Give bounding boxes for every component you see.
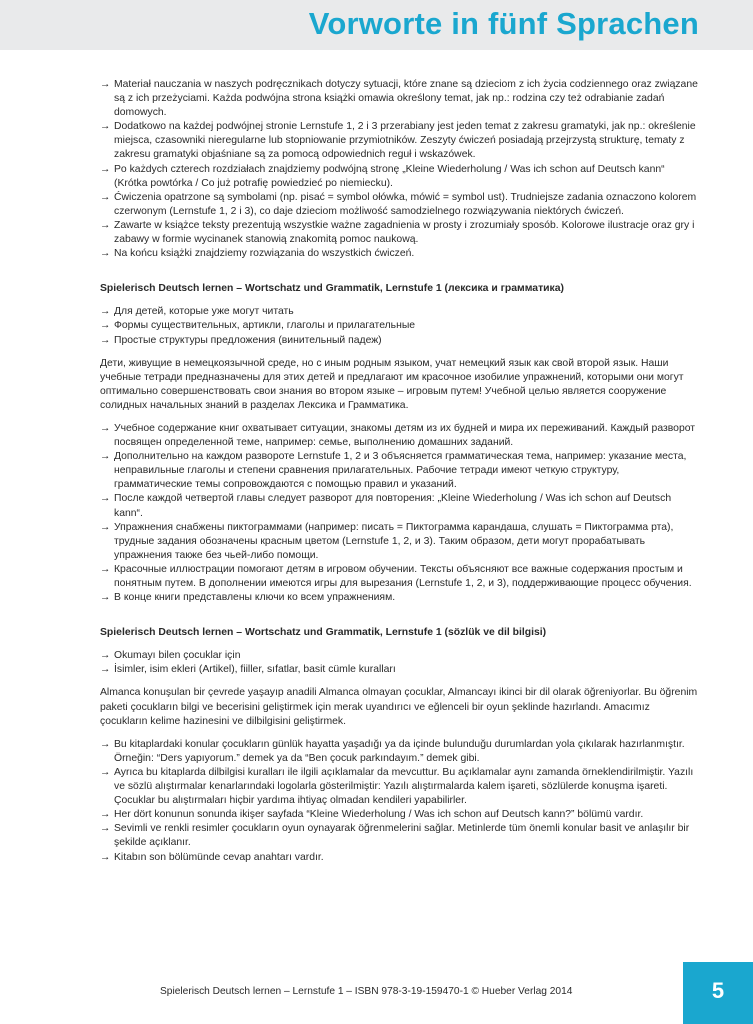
arrow-icon: →	[100, 521, 111, 533]
arrow-icon: →	[100, 121, 111, 133]
list-item-text: Dodatkowo na każdej podwójnej stronie Lernstufe 1, 2 i 3 przerabiany jest jeden temat z zakresu gramatyki, jak np.: określenie miejsca, czasowniki nieregularne lub stopniowanie przymiotników. Zeszyty ćwiczeń posiadają przejrzystą strukturę, tematy z zakresu gramatyki objaśniane są za pomocą odpowiednich reguł i wskazówek.	[114, 121, 696, 161]
list-item-text: В конце книги представлены ключи ко всем упражнениям.	[114, 592, 396, 604]
list-item-text: Sevimli ve renkli resimler çocukların oyun oynayarak öğrenmelerini sağlar. Metinlerde tüm önemli konular basit ve anlaşılır bir şekilde açıklanır.	[114, 823, 690, 849]
page-number: 5	[683, 962, 753, 1024]
list-item	[100, 120, 700, 162]
list-item	[100, 422, 700, 450]
list-item	[100, 334, 700, 348]
list-item-text: Упражнения снабжены пиктограммами (например: писать = Пиктограмма карандаша, слушать = Пиктограмма рта), трудные задания обозначены красным цветом (Lernstufe 1, 2, и 3). Таким образом, дети могут прорабатывать упражнения также без чьей-либо помощи.	[114, 521, 674, 561]
list-item-text: Materiał nauczania w naszych podręcznikach dotyczy sytuacji, które znane są dzieciom z ich życia codziennego oraz związane są z ich przeżyciami. Każda podwójna strona książki omawia określony temat, jak np.: rodzina czy też odrabianie zadań domowych.	[114, 79, 698, 119]
list-item-text: Her dört konunun sonunda ikişer sayfada “Kleine Wiederholung / Was ich schon auf Deutsch kann?” bölümü vardır.	[114, 809, 644, 821]
arrow-icon: →	[100, 79, 111, 90]
arrow-icon: →	[100, 219, 111, 231]
arrow-icon: →	[100, 191, 111, 203]
turkish-paragraph: Almanca konuşulan bir çevrede yaşayıp anadili Almanca olmayan çocuklar, Almancayı ikinci bir dil olarak öğreniyorlar. Bu öğrenim paketi çocukların bilgi ve becerisini geliştirmek için merak uyandırıcı ve eğlenceli bir oyun şeklinde hazırlandı. Amacımız çocukların kelime hazinesini ve dilbilgisini geliştirmek.	[100, 687, 698, 727]
list-item-text: Bu kitaplardaki konular çocukların günlük hayatta yaşadığı ya da içinde bulunduğu durumlardan yola çıkılarak hazırlanmıştır. Örneğin: “Ders yapıyorum.” demek ya da “Ben çocuk parkındayım.” demek gibi.	[114, 738, 685, 764]
list-item-text: Формы существительных, артикли, глаголы и прилагательные	[114, 320, 416, 332]
list-item	[100, 591, 700, 605]
list-item	[100, 563, 700, 591]
russian-list	[100, 422, 700, 605]
arrow-icon: →	[100, 320, 111, 332]
list-item-text: Zawarte w książce teksty prezentują wszystkie ważne zagadnienia w prosty i zrozumiały sposób. Kolorowe ilustracje oraz gry i zabawy w formie wycinanek stanowią znakomitą pomoc naukową.	[114, 219, 695, 246]
list-item	[100, 247, 700, 261]
arrow-icon: →	[100, 738, 111, 750]
arrow-icon: →	[100, 664, 111, 676]
arrow-icon: →	[100, 563, 111, 575]
polish-list	[100, 78, 700, 261]
list-item-text: Красочные иллюстрации помогают детям в игровом обучении. Тексты объясняют все важные содержания простым и понятным путем. В дополнении имеются игры для вырезания (Lernstufe 1, 2, и 3), поддерживающие процесс обучения.	[114, 563, 692, 589]
list-item	[100, 766, 700, 808]
arrow-icon: →	[100, 766, 111, 778]
arrow-icon: →	[100, 334, 111, 346]
list-item-text: Дополнительно на каждом развороте Lernstufe 1, 2 и 3 объясняется грамматическая тема, например: указание места, неправильные глаголы и степени сравнения прилагательных. Рабочие тетради имеют четкую структуру, грамматические темы сопровождаются с помощью правил и указаний.	[114, 451, 687, 491]
list-item	[100, 450, 700, 492]
list-item-text: Простые структуры предложения (винительный падеж)	[114, 334, 382, 346]
arrow-icon: →	[100, 422, 111, 434]
list-item-text: Okumayı bilen çocuklar için	[114, 650, 241, 662]
arrow-icon: →	[100, 451, 111, 463]
arrow-icon: →	[100, 248, 111, 260]
list-item	[100, 319, 700, 333]
turkish-intro-list	[100, 649, 700, 677]
arrow-icon: →	[100, 592, 111, 604]
list-item	[100, 219, 700, 247]
list-item	[100, 521, 700, 563]
russian-heading: Spielerisch Deutsch lernen – Wortschatz und Grammatik, Lernstufe 1 (лексика и грамматика)	[100, 283, 564, 295]
turkish-heading: Spielerisch Deutsch lernen – Wortschatz und Grammatik, Lernstufe 1 (sözlük ve dil bilgisi)	[100, 627, 547, 639]
list-item	[100, 851, 700, 865]
list-item-text: Для детей, которые уже могут читать	[114, 306, 294, 318]
arrow-icon: →	[100, 809, 111, 821]
list-item	[100, 738, 700, 766]
list-item-text: После каждой четвертой главы следует разворот для повторения: „Kleine Wiederholung / Was ich schon auf Deutsch kann“.	[114, 493, 672, 519]
list-item	[100, 163, 700, 191]
arrow-icon: →	[100, 493, 111, 505]
list-item-text: Na końcu książki znajdziemy rozwiązania do wszystkich ćwiczeń.	[114, 248, 415, 260]
list-item	[100, 191, 700, 219]
arrow-icon: →	[100, 163, 111, 175]
page-header	[0, 0, 753, 50]
page-title: Vorworte in fünf Sprachen	[308, 6, 699, 41]
list-item	[100, 822, 700, 850]
list-item-text: Kitabın son bölümünde cevap anahtarı vardır.	[114, 851, 324, 863]
list-item	[100, 649, 700, 663]
list-item	[100, 78, 700, 120]
list-item-text: Po każdych czterech rozdziałach znajdziemy podwójną stronę „Kleine Wiederholung / Was ich schon auf Deutsch kann“ (Krótka powtórka / Co już potrafię powiedzieć po niemiecku).	[114, 163, 665, 189]
list-item	[100, 492, 700, 520]
russian-paragraph: Дети, живущие в немецкоязычной среде, но с иным родным языком, учат немецкий язык как свой второй язык. Наши учебные тетради предназначены для этих детей и предлагают им красочное изобилие упражнений, которыми они могут оптимально совершенствовать свои знания во втором языке – игровым путем! Учебной целью является сооружение солидных начальных знаний в разделах Лексика и Грамматика.	[100, 357, 684, 411]
list-item	[100, 808, 700, 822]
arrow-icon: →	[100, 650, 111, 662]
list-item-text: Ayrıca bu kitaplarda dilbilgisi kuralları ile ilgili açıklamalar da mevcuttur. Bu açıklamalar aynı zamanda örneklendirilmiştir. Yazılı ve sözlü alıştırmalar kenarlarındaki logolarla gösterilmiştir: Yazılı alıştırmalarda kalem işareti, sözlülerde konuşma işareti. Çocuklar bu alıştırmaları hiçbir yardıma ihtiyaç olmadan kendileri yapabilirler.	[114, 766, 694, 807]
russian-intro-list	[100, 305, 700, 347]
footer-text: Spielerisch Deutsch lernen – Lernstufe 1 – ISBN 978-3-19-159470-1 © Hueber Verlag 2014	[160, 986, 573, 997]
arrow-icon: →	[100, 851, 111, 863]
arrow-icon: →	[100, 306, 111, 318]
list-item	[100, 305, 700, 319]
list-item-text: Ćwiczenia opatrzone są symbolami (np. pisać = symbol ołówka, mówić = symbol ust). Trudniejsze zadania oznaczono kolorem czerwonym (Lernstufe 1, 2 i 3), co daje dzieciom możliwość samodzielnego rozwiązywania niektórych ćwiczeń.	[114, 191, 697, 217]
list-item-text: Учебное содержание книг охватывает ситуации, знакомы детям из их будней и мира их переживаний. Каждый разворот посвящен определенной теме, например: семье, выполнению домашних заданий.	[114, 422, 696, 449]
turkish-list	[100, 738, 700, 865]
arrow-icon: →	[100, 823, 111, 835]
list-item	[100, 663, 700, 677]
list-item-text: İsimler, isim ekleri (Artikel), fiiller, sıfatlar, basit cümle kuralları	[114, 664, 396, 676]
main-content	[100, 78, 700, 865]
